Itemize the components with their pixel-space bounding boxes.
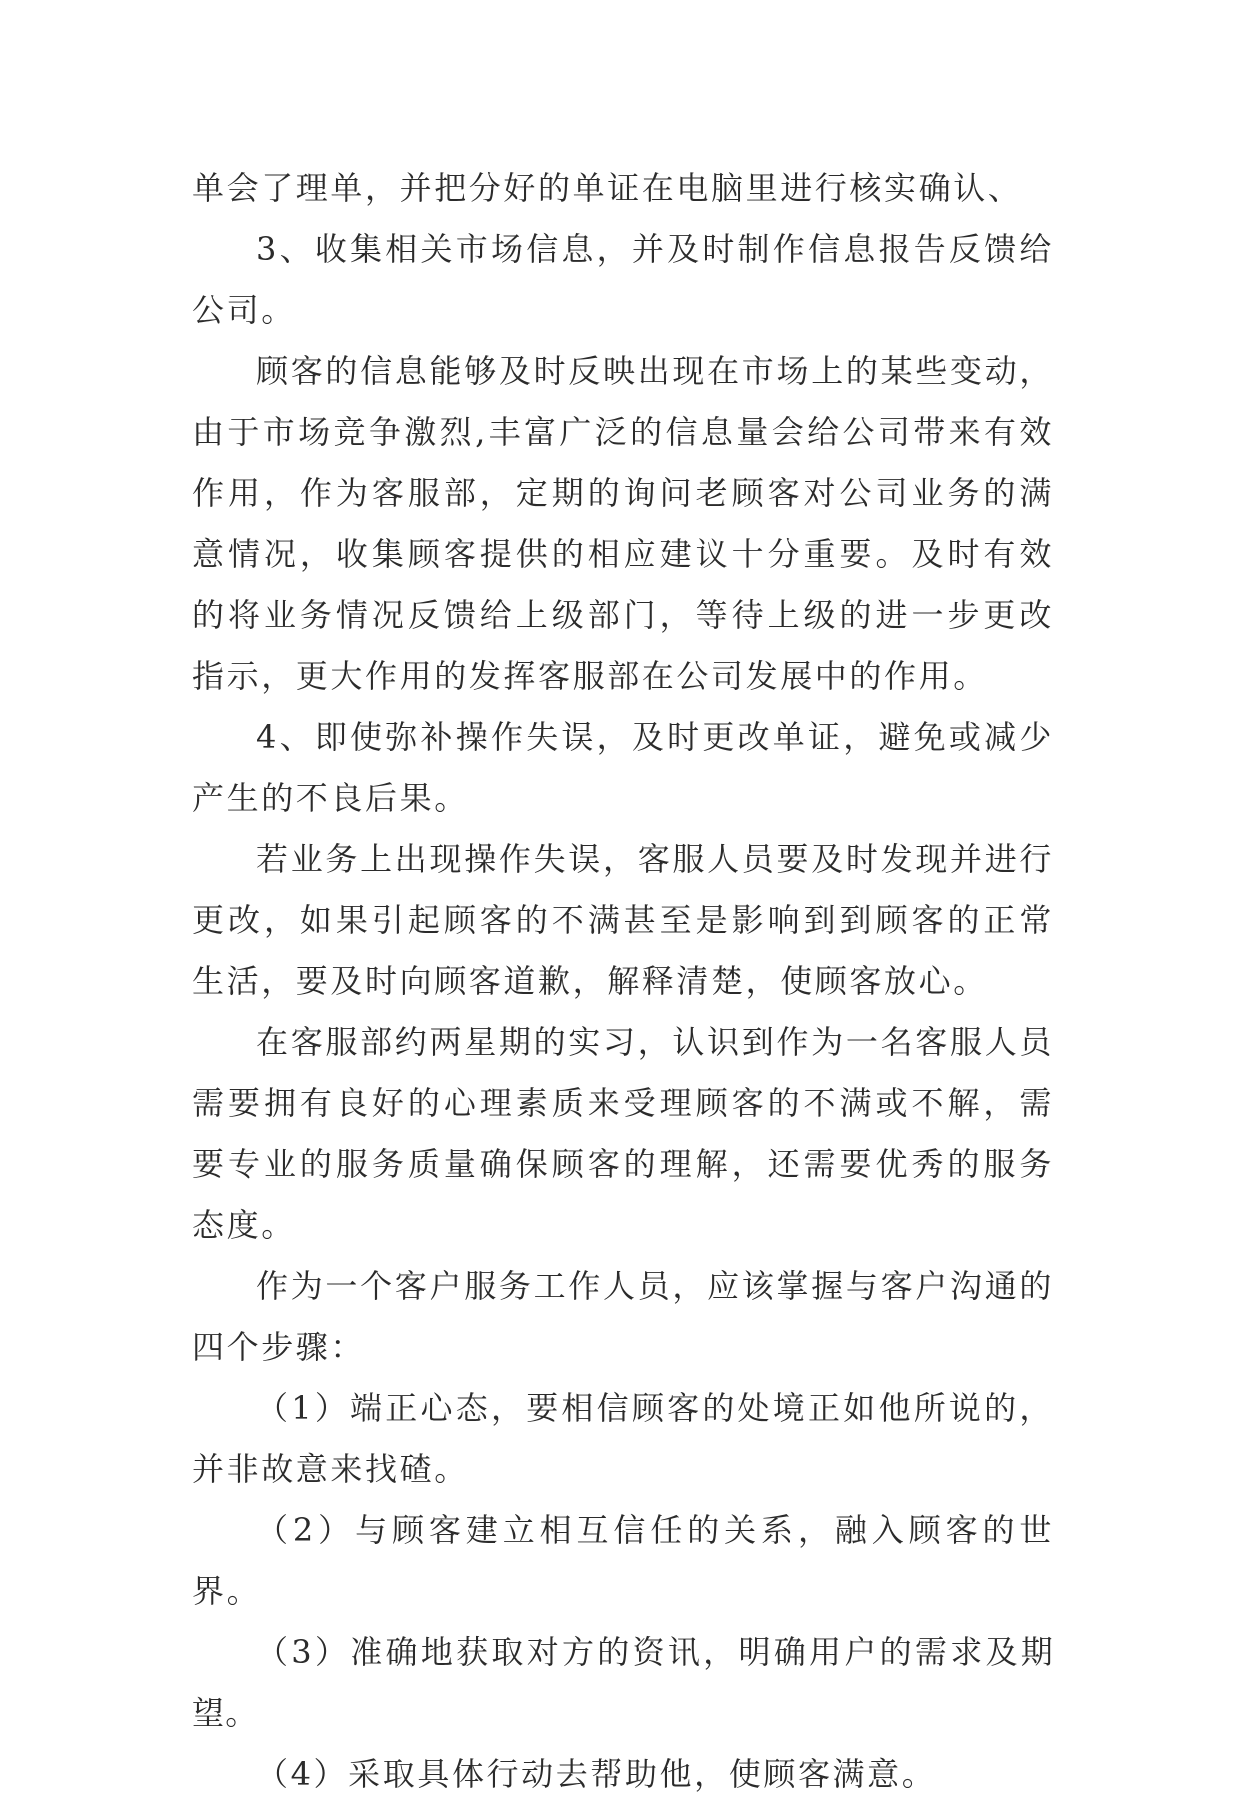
paragraph-four-steps-intro: 作为一个客户服务工作人员，应该掌握与客户沟通的四个步骤： [192,1267,1054,1366]
paragraph-item-3: 3、收集相关市场信息，并及时制作信息报告反馈给公司。 [192,230,1054,329]
document-body [192,158,1054,1805]
paragraph-customer-info: 顾客的信息能够及时反映出现在市场上的某些变动，由于市场竞争激烈,丰富广泛的信息量会给公司带来有效作用，作为客服部，定期的询问老顾客对公司业务的满意情况，收集顾客提供的相应建议十分重要。及时有效的将业务情况反馈给上级部门，等待上级的进一步更改指示，更大作用的发挥客服部在公司发展中的作用。 [192,352,1054,695]
paragraph-operation-errors: 若业务上出现操作失误，客服人员要及时发现并进行更改，如果引起顾客的不满甚至是影响到到顾客的正常生活，要及时向顾客道歉，解释清楚，使顾客放心。 [192,840,1054,1000]
paragraph-internship-summary: 在客服部约两星期的实习，认识到作为一名客服人员需要拥有良好的心理素质来受理顾客的不满或不解，需要专业的服务质量确保顾客的理解，还需要优秀的服务态度。 [192,1023,1054,1244]
paragraph-continuation: 单会了理单，并把分好的单证在电脑里进行核实确认、 [192,169,1023,207]
step-3: （3）准确地获取对方的资讯，明确用户的需求及期望。 [192,1633,1054,1732]
step-2: （2）与顾客建立相互信任的关系，融入顾客的世界。 [192,1511,1054,1610]
step-4: （4）采取具体行动去帮助他，使顾客满意。 [256,1755,937,1793]
paragraph-item-4: 4、即使弥补操作失误，及时更改单证，避免或减少产生的不良后果。 [192,718,1054,817]
step-1: （1）端正心态，要相信顾客的处境正如他所说的，并非故意来找碴。 [192,1389,1054,1488]
